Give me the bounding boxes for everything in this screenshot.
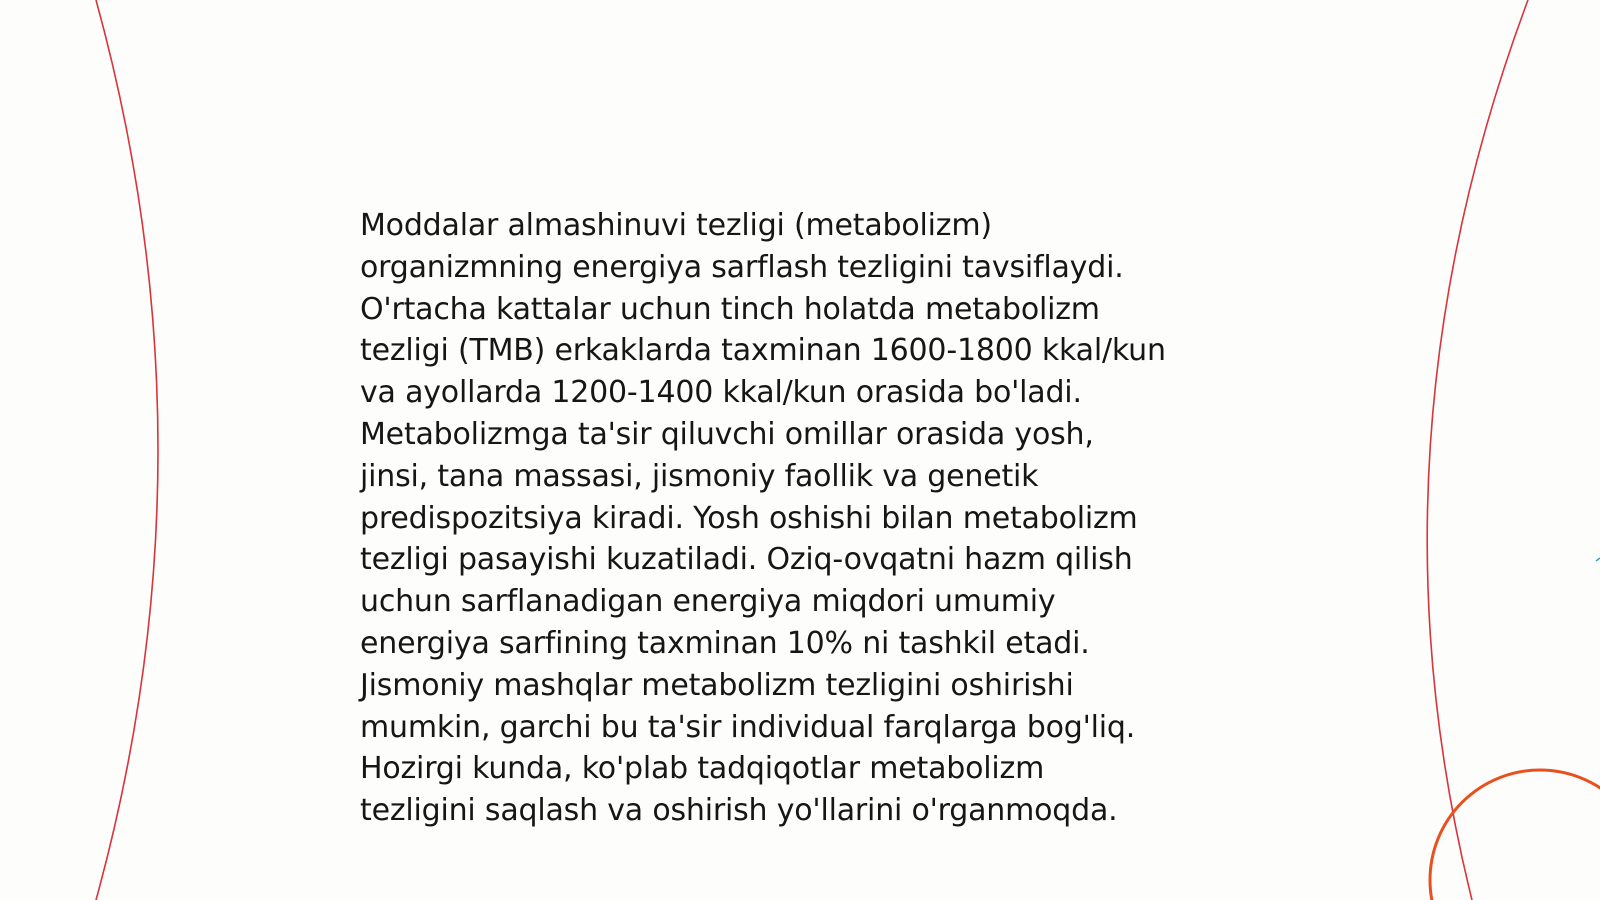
- body-line: Jismoniy mashqlar metabolizm tezligini oshirishi: [360, 667, 1074, 703]
- body-line: tezligini saqlash va oshirish yo'llarini o'rganmoqda.: [360, 793, 1118, 829]
- body-paragraph: [360, 205, 1260, 832]
- body-line: Metabolizmga ta'sir qiluvchi omillar orasida yosh,: [360, 416, 1094, 452]
- body-line: Hozirgi kunda, ko'plab tadqiqotlar metabolizm: [360, 751, 1045, 787]
- blue-accent-mark: [1596, 558, 1600, 561]
- body-line: va ayollarda 1200-1400 kkal/kun orasida bo'ladi.: [360, 375, 1082, 411]
- body-line: predispozitsiya kiradi. Yosh oshishi bilan metabolizm: [360, 500, 1138, 536]
- body-line: O'rtacha kattalar uchun tinch holatda metabolizm: [360, 291, 1100, 327]
- body-line: mumkin, garchi bu ta'sir individual farqlarga bog'liq.: [360, 709, 1136, 745]
- left-arc-line: [96, 0, 158, 900]
- body-line: jinsi, tana massasi, jismoniy faollik va genetik: [360, 458, 1039, 494]
- right-arc-line: [1427, 0, 1528, 900]
- body-line: Moddalar almashinuvi tezligi (metabolizm): [360, 208, 992, 243]
- body-line: organizmning energiya sarflash tezligini tavsiflaydi.: [360, 249, 1124, 285]
- body-line: tezligi pasayishi kuzatiladi. Oziq-ovqatni hazm qilish: [360, 542, 1133, 578]
- orange-circle-outline: [1430, 770, 1600, 900]
- body-line: energiya sarfining taxminan 10% ni tashkil etadi.: [360, 625, 1090, 661]
- body-line: uchun sarflanadigan energiya miqdori umumiy: [360, 584, 1056, 620]
- body-line: tezligi (TMB) erkaklarda taxminan 1600-1800 kkal/kun: [360, 333, 1166, 369]
